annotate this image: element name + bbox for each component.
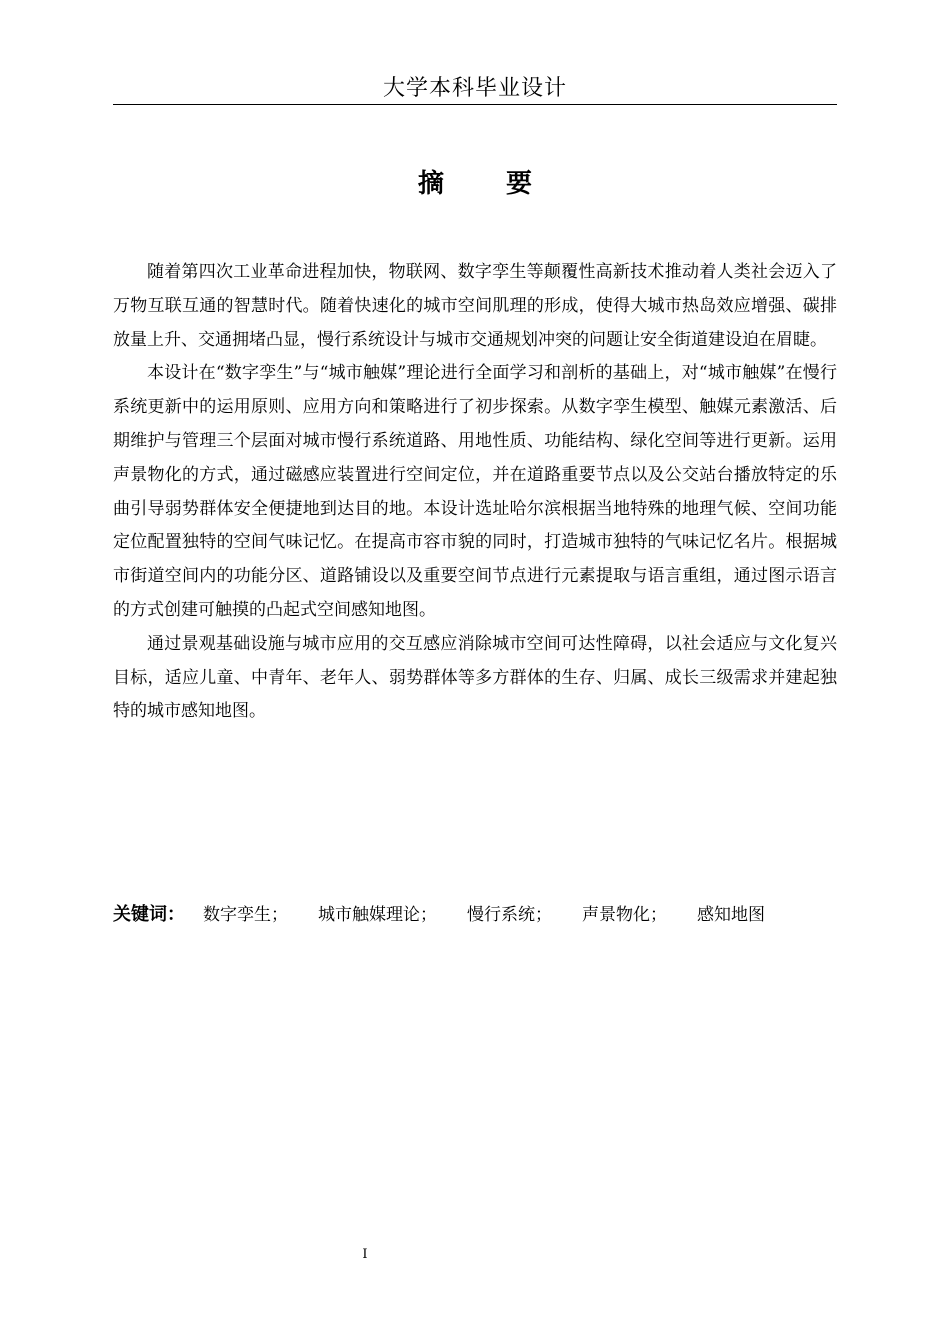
abstract-body bbox=[113, 256, 837, 729]
keywords-label: 关键词： bbox=[113, 904, 185, 925]
abstract-title-char-1: 摘 bbox=[417, 169, 444, 199]
keyword-item: 数字孪生； bbox=[203, 905, 288, 925]
page-header-title: 大学本科毕业设计 bbox=[382, 76, 567, 101]
abstract-paragraph-2: 本设计在“数字孪生”与“城市触媒”理论进行全面学习和剖析的基础上，对“城市触媒”在慢行系统更新中的运用原则、应用方向和策略进行了初步探索。从数字孪生模型、触媒元素激活、后期维护与管理三个层面对城市慢行系统道路、用地性质、功能结构、绿化空间等进行更新。运用声景物化的方式，通过磁感应装置进行空间定位，并在道路重要节点以及公交站台播放特定的乐曲引导弱势群体安全便捷地到达目的地。本设计选址哈尔滨根据当地特殊的地理气候、空间功能定位配置独特的空间气味记忆。在提高市容市貌的同时，打造城市独特的气味记忆名片。根据城市街道空间内的功能分区、道路铺设以及重要空间节点进行元素提取与语言重组，通过图示语言的方式创建可触摸的凸起式空间感知地图。 bbox=[113, 363, 837, 620]
keywords-line bbox=[113, 900, 837, 930]
page-number: I bbox=[362, 1247, 368, 1262]
keyword-item: 感知地图 bbox=[697, 905, 765, 925]
abstract-paragraph-3: 通过景观基础设施与城市应用的交互感应消除城市空间可达性障碍，以社会适应与文化复兴目标，适应儿童、中青年、老年人、弱势群体等多方群体的生存、归属、成长三级需求并建起独特的城市感知地图。 bbox=[113, 633, 837, 722]
abstract-title bbox=[113, 166, 837, 202]
header-rule bbox=[113, 104, 837, 105]
keyword-item: 慢行系统； bbox=[467, 905, 552, 925]
abstract-title-char-2: 要 bbox=[506, 169, 533, 199]
keyword-item: 声景物化； bbox=[582, 905, 667, 925]
abstract-paragraph-1: 随着第四次工业革命进程加快，物联网、数字孪生等颠覆性高新技术推动着人类社会迈入了万物互联互通的智慧时代。随着快速化的城市空间肌理的形成，使得大城市热岛效应增强、碳排放量上升、交通拥堵凸显，慢行系统设计与城市交通规划冲突的问题让安全街道建设迫在眉睫。 bbox=[113, 262, 837, 350]
keyword-item: 城市触媒理论； bbox=[318, 905, 437, 925]
